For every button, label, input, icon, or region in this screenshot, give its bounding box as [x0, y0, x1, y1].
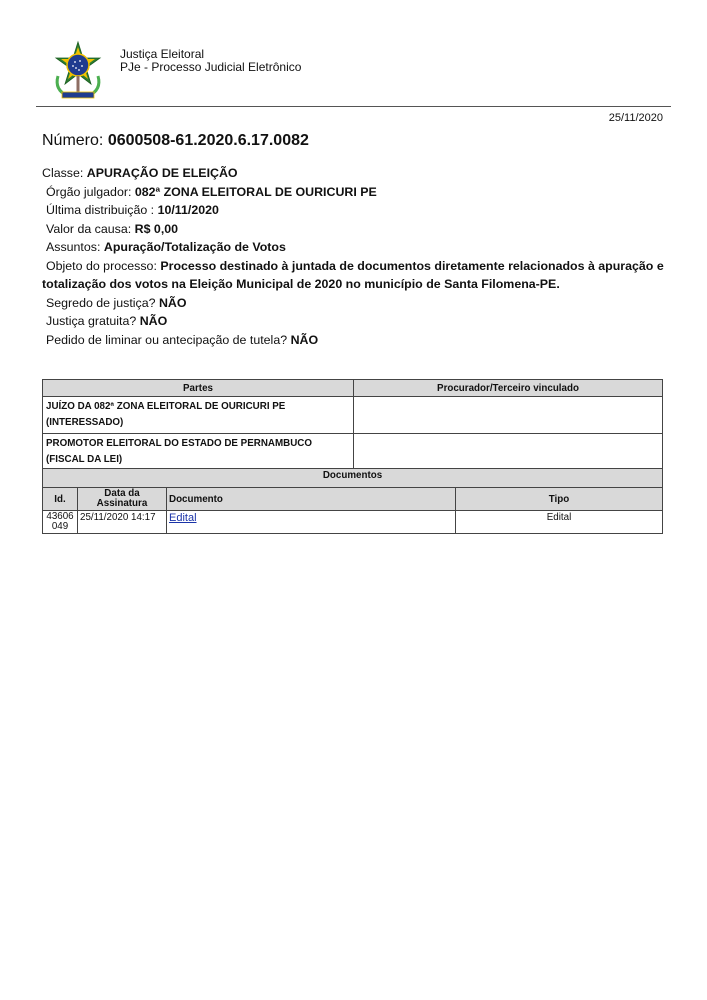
procurador-cell	[354, 397, 663, 434]
table-row	[43, 397, 663, 434]
liminar-line	[42, 331, 672, 350]
procurador-header: Procurador/Terceiro vinculado	[354, 380, 663, 397]
col-data	[78, 488, 167, 511]
gratuita-line	[42, 312, 672, 331]
assuntos-line	[42, 238, 672, 257]
table-row	[43, 434, 663, 471]
distribuicao-line	[42, 201, 672, 220]
org-name: Justiça Eleitoral	[120, 47, 205, 61]
header-divider	[36, 106, 671, 107]
header-org	[120, 48, 301, 74]
distribuicao-label: Última distribuição :	[46, 203, 155, 217]
orgao-value: 082ª ZONA ELEITORAL DE OURICURI PE	[134, 184, 377, 199]
parte-role: (FISCAL DA LEI)	[46, 454, 123, 465]
print-date: 25/11/2020	[608, 112, 663, 124]
gratuita-value: NÃO	[139, 314, 168, 328]
doc-id	[43, 511, 78, 534]
doc-link[interactable]: Edital	[169, 512, 197, 524]
procurador-cell	[354, 434, 663, 471]
valor-label: Valor da causa:	[46, 221, 132, 236]
process-number	[42, 132, 309, 150]
documentos-table	[42, 468, 663, 534]
classe-line	[42, 164, 672, 183]
doc-id-part2: 049	[51, 521, 69, 532]
assuntos-value: Apuração/Totalização de Votos	[103, 240, 286, 254]
objeto-value: Processo destinado à juntada de documentos diretamente relacionados à apuração e totalização dos votos na Eleição Municipal de 2020 no município de Santa Filomena-PE.	[42, 258, 664, 291]
parte-name: PROMOTOR ELEITORAL DO ESTADO DE PERNAMBUCO	[46, 438, 312, 449]
partes-header: Partes	[43, 380, 354, 397]
numero-value: 0600508-61.2020.6.17.0082	[107, 132, 309, 149]
gratuita-label: Justiça gratuita?	[46, 314, 137, 328]
system-name: PJe - Processo Judicial Eletrônico	[120, 60, 302, 74]
parte-name: JUÍZO DA 082ª ZONA ELEITORAL DE OURICURI PE	[46, 401, 286, 412]
parte-cell	[43, 434, 354, 471]
segredo-line	[42, 294, 672, 313]
orgao-line	[42, 183, 672, 202]
doc-date: 25/11/2020 14:17	[78, 511, 167, 534]
classe-value: APURAÇÃO DE ELEIÇÃO	[86, 166, 238, 180]
table-row	[43, 511, 663, 534]
col-tipo: Tipo	[456, 488, 663, 511]
parte-role: (INTERESSADO)	[46, 417, 124, 428]
segredo-label: Segredo de justiça?	[46, 295, 156, 310]
coat-of-arms-icon	[50, 40, 106, 104]
partes-table	[42, 379, 663, 471]
doc-id-part1: 43606	[46, 511, 74, 522]
parte-cell	[43, 397, 354, 434]
valor-value: R$ 0,00	[134, 221, 179, 236]
assuntos-label: Assuntos:	[46, 240, 101, 254]
segredo-value: NÃO	[158, 295, 187, 310]
liminar-value: NÃO	[290, 332, 319, 347]
orgao-label: Órgão julgador:	[46, 184, 132, 199]
process-info	[42, 164, 672, 349]
col-documento: Documento	[167, 488, 456, 511]
distribuicao-value: 10/11/2020	[157, 203, 219, 217]
doc-name-cell	[167, 511, 456, 534]
numero-label: Número:	[42, 132, 104, 149]
doc-tipo: Edital	[456, 511, 663, 534]
documentos-title: Documentos	[43, 469, 663, 488]
liminar-label: Pedido de liminar ou antecipação de tutela?	[46, 332, 288, 347]
col-data-line1: Data da	[104, 488, 140, 499]
classe-label: Classe:	[42, 166, 84, 180]
objeto-line	[42, 257, 672, 294]
objeto-label: Objeto do processo:	[46, 258, 157, 273]
valor-line	[42, 220, 672, 239]
col-id: Id.	[43, 488, 78, 511]
col-data-line2: Assinatura	[96, 498, 148, 509]
